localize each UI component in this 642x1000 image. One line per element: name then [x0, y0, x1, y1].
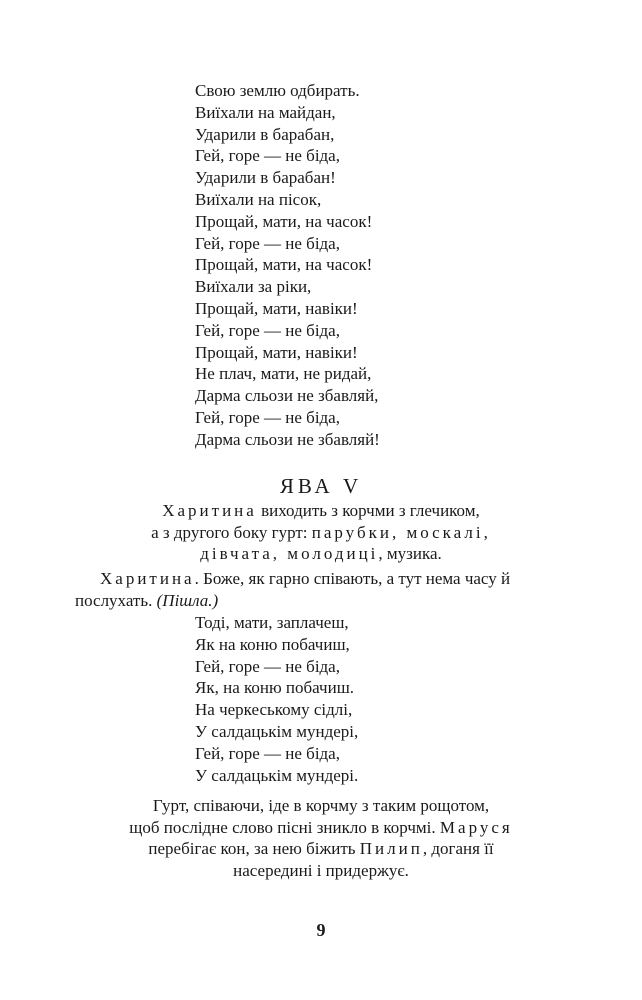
verse-line: Виїхали на пісок,: [195, 189, 322, 209]
character-group: парубки, москалі,: [311, 522, 491, 542]
verse-line: Як на коню побачиш,: [195, 634, 350, 654]
song-verse-1: [195, 80, 380, 451]
verse-line: У салдацькім мундері,: [195, 721, 359, 741]
verse-line: Як, на коню побачиш.: [195, 678, 355, 698]
verse-line: Гей, горе — не біда,: [195, 233, 340, 253]
verse-line: Ударили в барабан,: [195, 124, 335, 144]
stage-text: перебігає кон, за нею біжить: [148, 839, 360, 858]
stage-line: [90, 838, 552, 860]
verse-line: Виїхали на майдан,: [195, 102, 336, 122]
verse-line: Прощай, мати, навіки!: [195, 298, 358, 318]
verse-line: Гей, горе — не біда,: [195, 407, 340, 427]
song-verse-2: [195, 612, 358, 786]
scene-title: ЯВА V: [279, 474, 363, 498]
verse-line: Ударили в барабан!: [195, 168, 336, 188]
verse-line: Гей, горе — не біда,: [195, 320, 340, 340]
speaker-name: Харитина: [100, 569, 195, 588]
stage-line: Гурт, співаючи, іде в корчму з таким рощотом,: [152, 796, 490, 815]
stage-remark: (Пішла.): [156, 591, 219, 610]
verse-line: Гей, горе — не біда,: [195, 743, 340, 763]
verse-line: Свою землю одбирать.: [195, 81, 360, 100]
stage-line: [90, 522, 552, 544]
stage-line: насередині і придержує.: [233, 860, 409, 880]
stage-line: [90, 543, 552, 565]
verse-line: Не плач, мати, не ридай,: [195, 364, 372, 384]
character-name: Пилип: [359, 839, 423, 858]
stage-text: , доганя її: [422, 839, 494, 858]
character-speech: [75, 568, 573, 612]
character-name: Маруся: [439, 817, 513, 837]
verse-line: Гей, горе — не біда,: [195, 146, 340, 166]
verse-line: Гей, горе — не біда,: [195, 656, 340, 676]
character-name: Харитина: [162, 501, 257, 520]
verse-line: Дарма сльози не збавляй,: [195, 386, 379, 406]
verse-line: На черкеському сідлі,: [195, 700, 353, 720]
stage-line: [90, 817, 552, 839]
stage-line: [90, 500, 552, 522]
verse-line: Прощай, мати, навіки!: [195, 342, 358, 362]
character-group: дівчата, молодиці: [200, 544, 379, 563]
stage-direction-2: [90, 795, 552, 881]
verse-line: Виїхали за ріки,: [195, 277, 312, 297]
verse-line: Прощай, мати, на часок!: [195, 211, 373, 231]
page-number: 9: [316, 920, 326, 940]
speech-text: . Боже, як гарно співають, а тут нема часу й послухать.: [75, 569, 511, 610]
verse-line: Прощай, мати, на часок!: [195, 255, 373, 275]
stage-text: а з другого боку гурт:: [151, 522, 312, 542]
stage-direction-1: [90, 500, 552, 565]
stage-text: , музика.: [378, 544, 442, 563]
stage-text: щоб послідне слово пісні зникло в корчмі.: [129, 817, 440, 837]
verse-line: У салдацькім мундері.: [195, 765, 359, 785]
verse-line: Дарма сльози не збавляй!: [195, 429, 380, 449]
stage-text: виходить з корчми з глечиком,: [256, 501, 480, 520]
verse-line: Тоді, мати, заплачеш,: [195, 613, 349, 632]
